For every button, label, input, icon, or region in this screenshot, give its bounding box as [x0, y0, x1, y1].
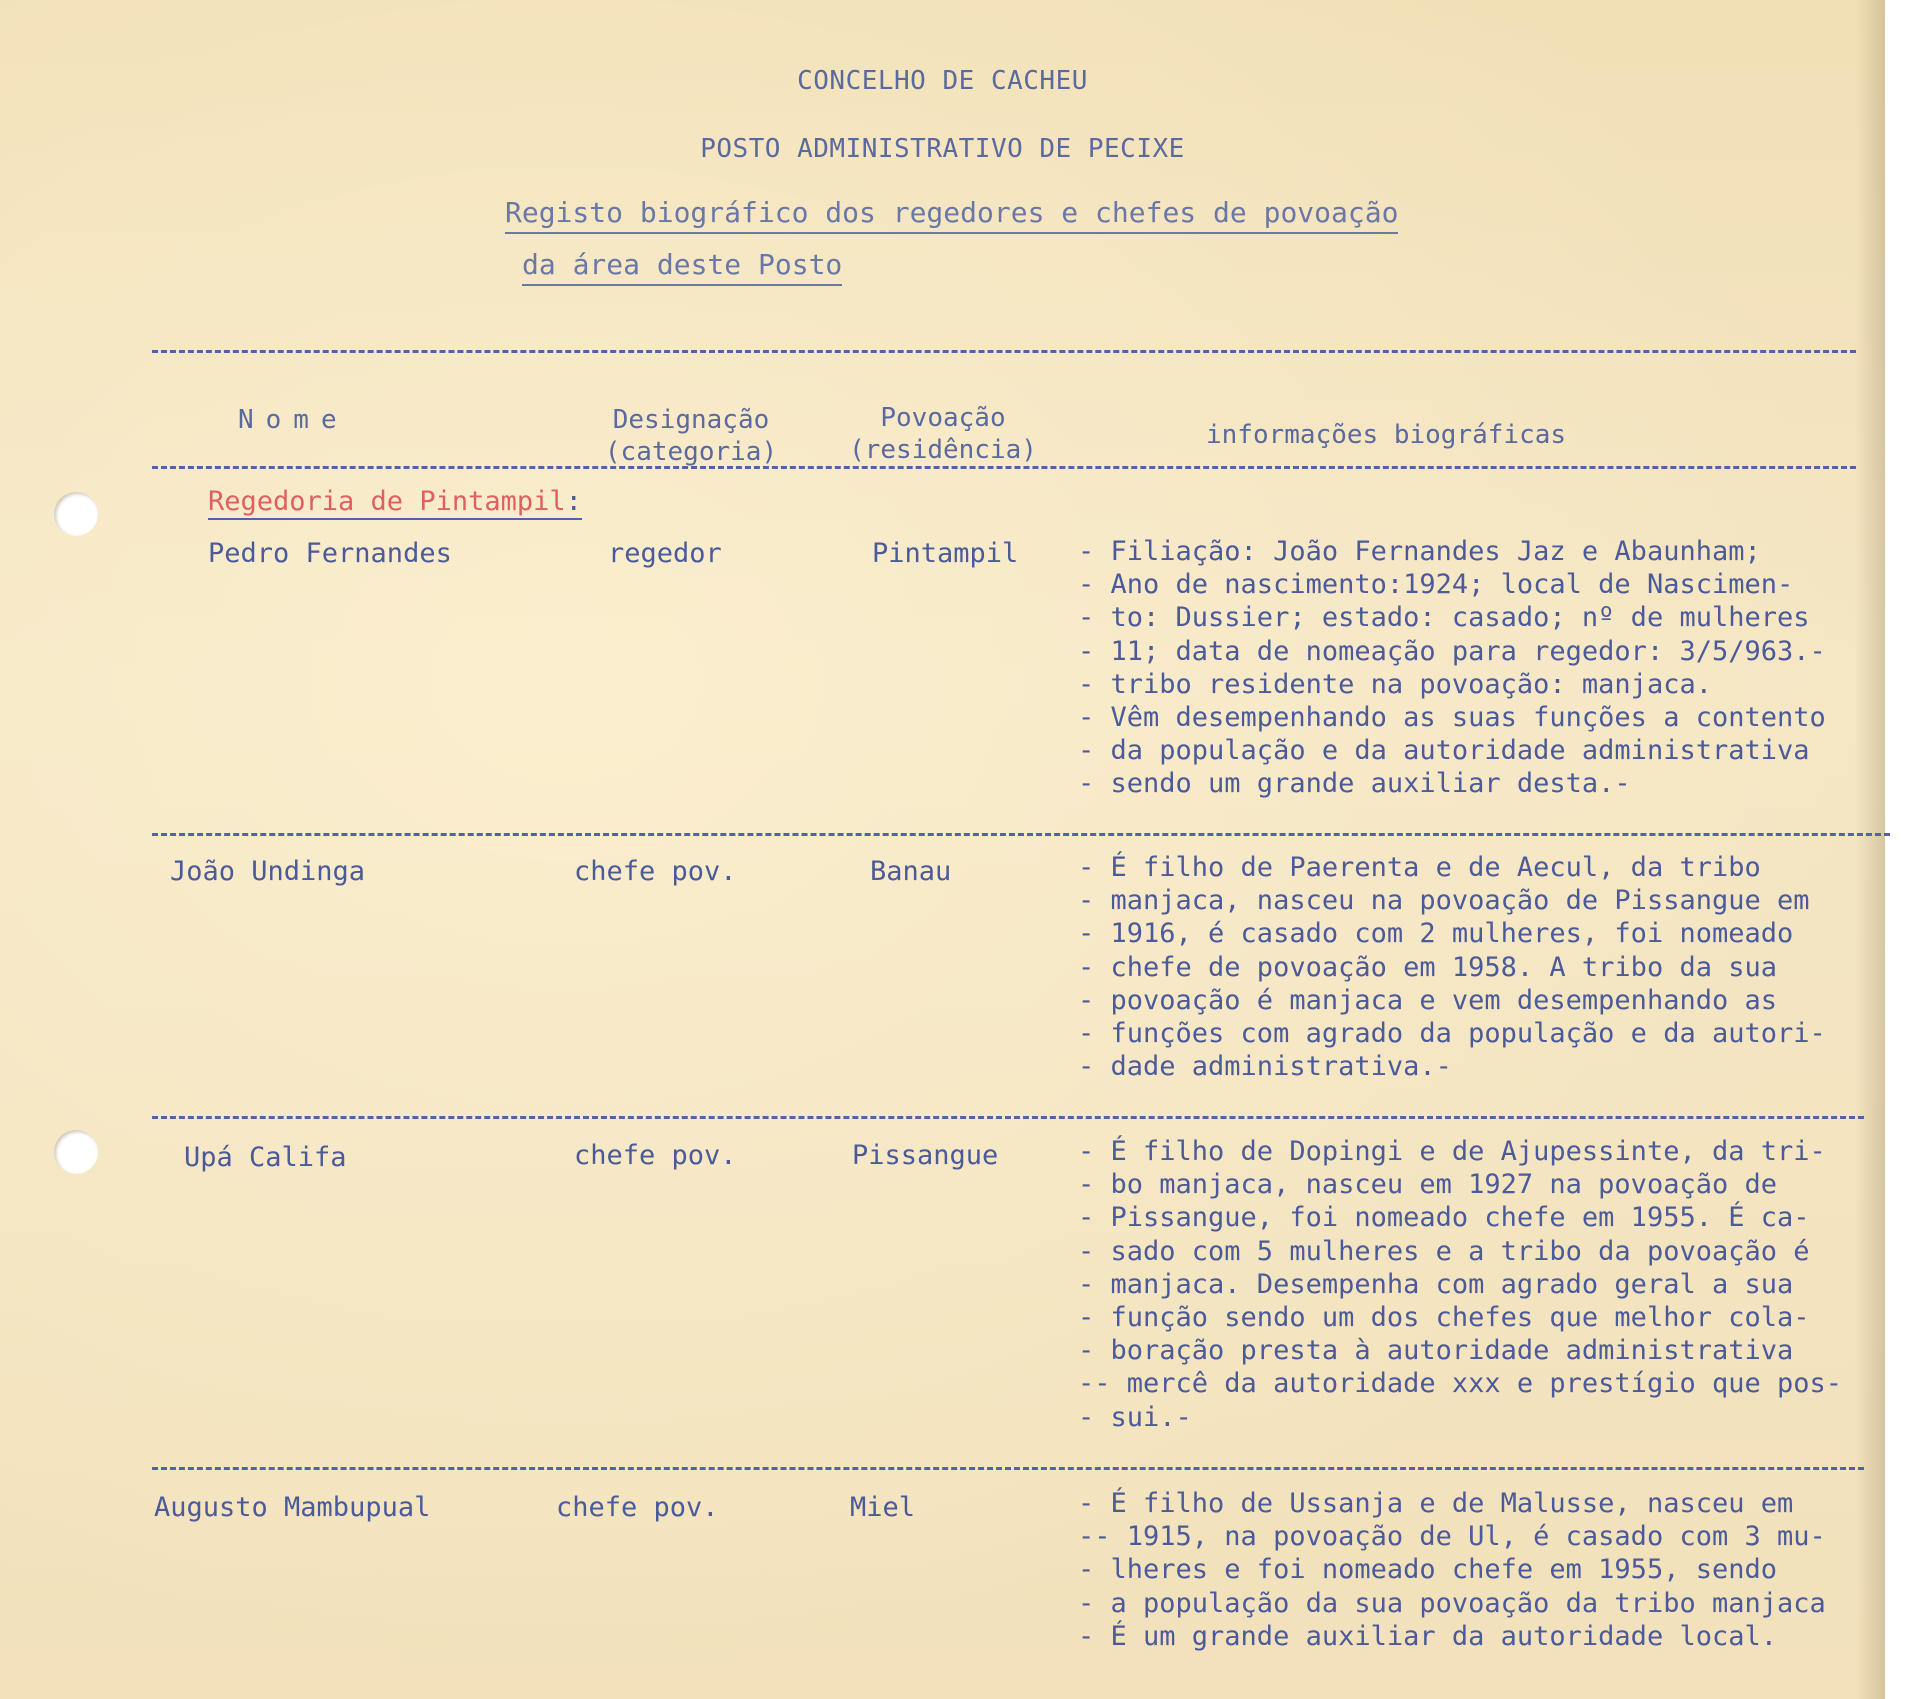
- bio-line: - boração presta à autoridade administrativa: [1078, 1335, 1794, 1367]
- bio-line: - lheres e foi nomeado chefe em 1955, sendo: [1078, 1554, 1777, 1586]
- section-title: [208, 486, 582, 520]
- section-title-colon: :: [565, 486, 582, 517]
- bio-line: - to: Dussier; estado: casado; nº de mulheres: [1078, 602, 1810, 634]
- bio-line: - sui.-: [1078, 1401, 1192, 1433]
- punch-hole-bottom: [54, 1130, 98, 1174]
- entry-village: Banau: [870, 856, 952, 887]
- header-bottom-rule: [152, 466, 1856, 469]
- entry-name: Pedro Fernandes: [208, 538, 452, 569]
- bio-line: - povoação é manjaca e vem desempenhando as: [1078, 984, 1777, 1016]
- bio-line: - manjaca, nasceu na povoação de Pissangue em: [1078, 885, 1810, 917]
- bio-line: - É filho de Ussanja e de Malusse, nasceu em: [1078, 1488, 1794, 1519]
- entry-designation: chefe pov.: [574, 1140, 737, 1171]
- document-subtitle-line-1: Registo biográfico dos regedores e chefes de povoação: [505, 196, 1398, 234]
- bio-line: - 11; data de nomeação para regedor: 3/5/963.-: [1078, 635, 1826, 667]
- entry-name: João Undinga: [170, 856, 366, 887]
- column-header-village-line1: Povoação: [880, 403, 1006, 433]
- bio-line: - sendo um grande auxiliar desta.-: [1078, 768, 1631, 800]
- entry-village: Pissangue: [852, 1140, 999, 1171]
- entry-designation: chefe pov.: [556, 1492, 719, 1523]
- column-header-village: [838, 402, 1048, 466]
- header-line-1: CONCELHO DE CACHEU: [797, 66, 1088, 96]
- bio-line: - É filho de Paerenta e de Aecul, da tribo: [1078, 852, 1761, 883]
- entry-bio: [1078, 1135, 1878, 1434]
- document-subtitle-line-2: da área deste Posto: [522, 248, 842, 286]
- bio-line: - É um grande auxiliar da autoridade local.: [1078, 1620, 1777, 1652]
- bio-line: - bo manjaca, nasceu em 1927 na povoação de: [1078, 1169, 1777, 1201]
- column-header-village-line2: (residência): [849, 435, 1037, 465]
- entry-divider: [152, 1116, 1864, 1119]
- bio-line: - Pissangue, foi nomeado chefe em 1955. É ca-: [1078, 1202, 1810, 1234]
- section-title-text: Regedoria de Pintampil: [208, 486, 566, 517]
- header-top-rule: [152, 350, 1856, 353]
- entry-village: Miel: [850, 1492, 916, 1523]
- bio-line: - sado com 5 mulheres e a tribo da povoação é: [1078, 1235, 1810, 1267]
- entry-bio: [1078, 1487, 1878, 1653]
- entry-designation: regedor: [608, 538, 722, 569]
- column-header-designation-line2: (categoria): [604, 437, 778, 467]
- entry-divider: [152, 1467, 1864, 1470]
- bio-line: - chefe de povoação em 1958. A tribo da sua: [1078, 951, 1777, 983]
- entry-designation: chefe pov.: [574, 856, 737, 887]
- bio-line: - manjaca. Desempenha com agrado geral a sua: [1078, 1268, 1794, 1300]
- page-edge-shadow: [1855, 0, 1885, 1699]
- bio-line: -- 1915, na povoação de Ul, é casado com 3 mu-: [1078, 1521, 1826, 1553]
- column-header-designation-line1: Designação: [612, 405, 770, 435]
- bio-line: - tribo residente na povoação: manjaca.: [1078, 668, 1712, 700]
- bio-line: - funções com agrado da população e da autori-: [1078, 1018, 1826, 1050]
- entry-bio: [1078, 535, 1878, 801]
- column-header-designation: [593, 404, 789, 468]
- column-header-name: Nome: [238, 405, 349, 435]
- bio-line: - dade administrativa.-: [1078, 1051, 1452, 1083]
- header-line-2: POSTO ADMINISTRATIVO DE PECIXE: [700, 134, 1185, 164]
- bio-line: - a população da sua povoação da tribo manjaca: [1078, 1587, 1826, 1619]
- entry-bio: [1078, 851, 1878, 1083]
- bio-line: - 1916, é casado com 2 mulheres, foi nomeado: [1078, 918, 1794, 950]
- column-header-info: informações biográficas: [1206, 420, 1567, 450]
- bio-line: - Ano de nascimento:1924; local de Nascimen-: [1078, 569, 1794, 601]
- entry-village: Pintampil: [872, 538, 1019, 569]
- bio-line: - É filho de Dopingi e de Ajupessinte, da tri-: [1078, 1136, 1826, 1167]
- bio-line: -- mercê da autoridade xxx e prestígio que pos-: [1078, 1368, 1843, 1400]
- bio-line: - da população e da autoridade administrativa: [1078, 735, 1810, 767]
- punch-hole-top: [54, 492, 98, 536]
- bio-line: - função sendo um dos chefes que melhor cola-: [1078, 1302, 1810, 1334]
- entry-name: Augusto Mambupual: [154, 1492, 431, 1523]
- bio-line: - Filiação: João Fernandes Jaz e Abaunham;: [1078, 536, 1761, 567]
- entry-name: Upá Califa: [184, 1142, 347, 1173]
- entry-divider: [152, 833, 1890, 836]
- bio-line: - Vêm desempenhando as suas funções a contento: [1078, 702, 1826, 734]
